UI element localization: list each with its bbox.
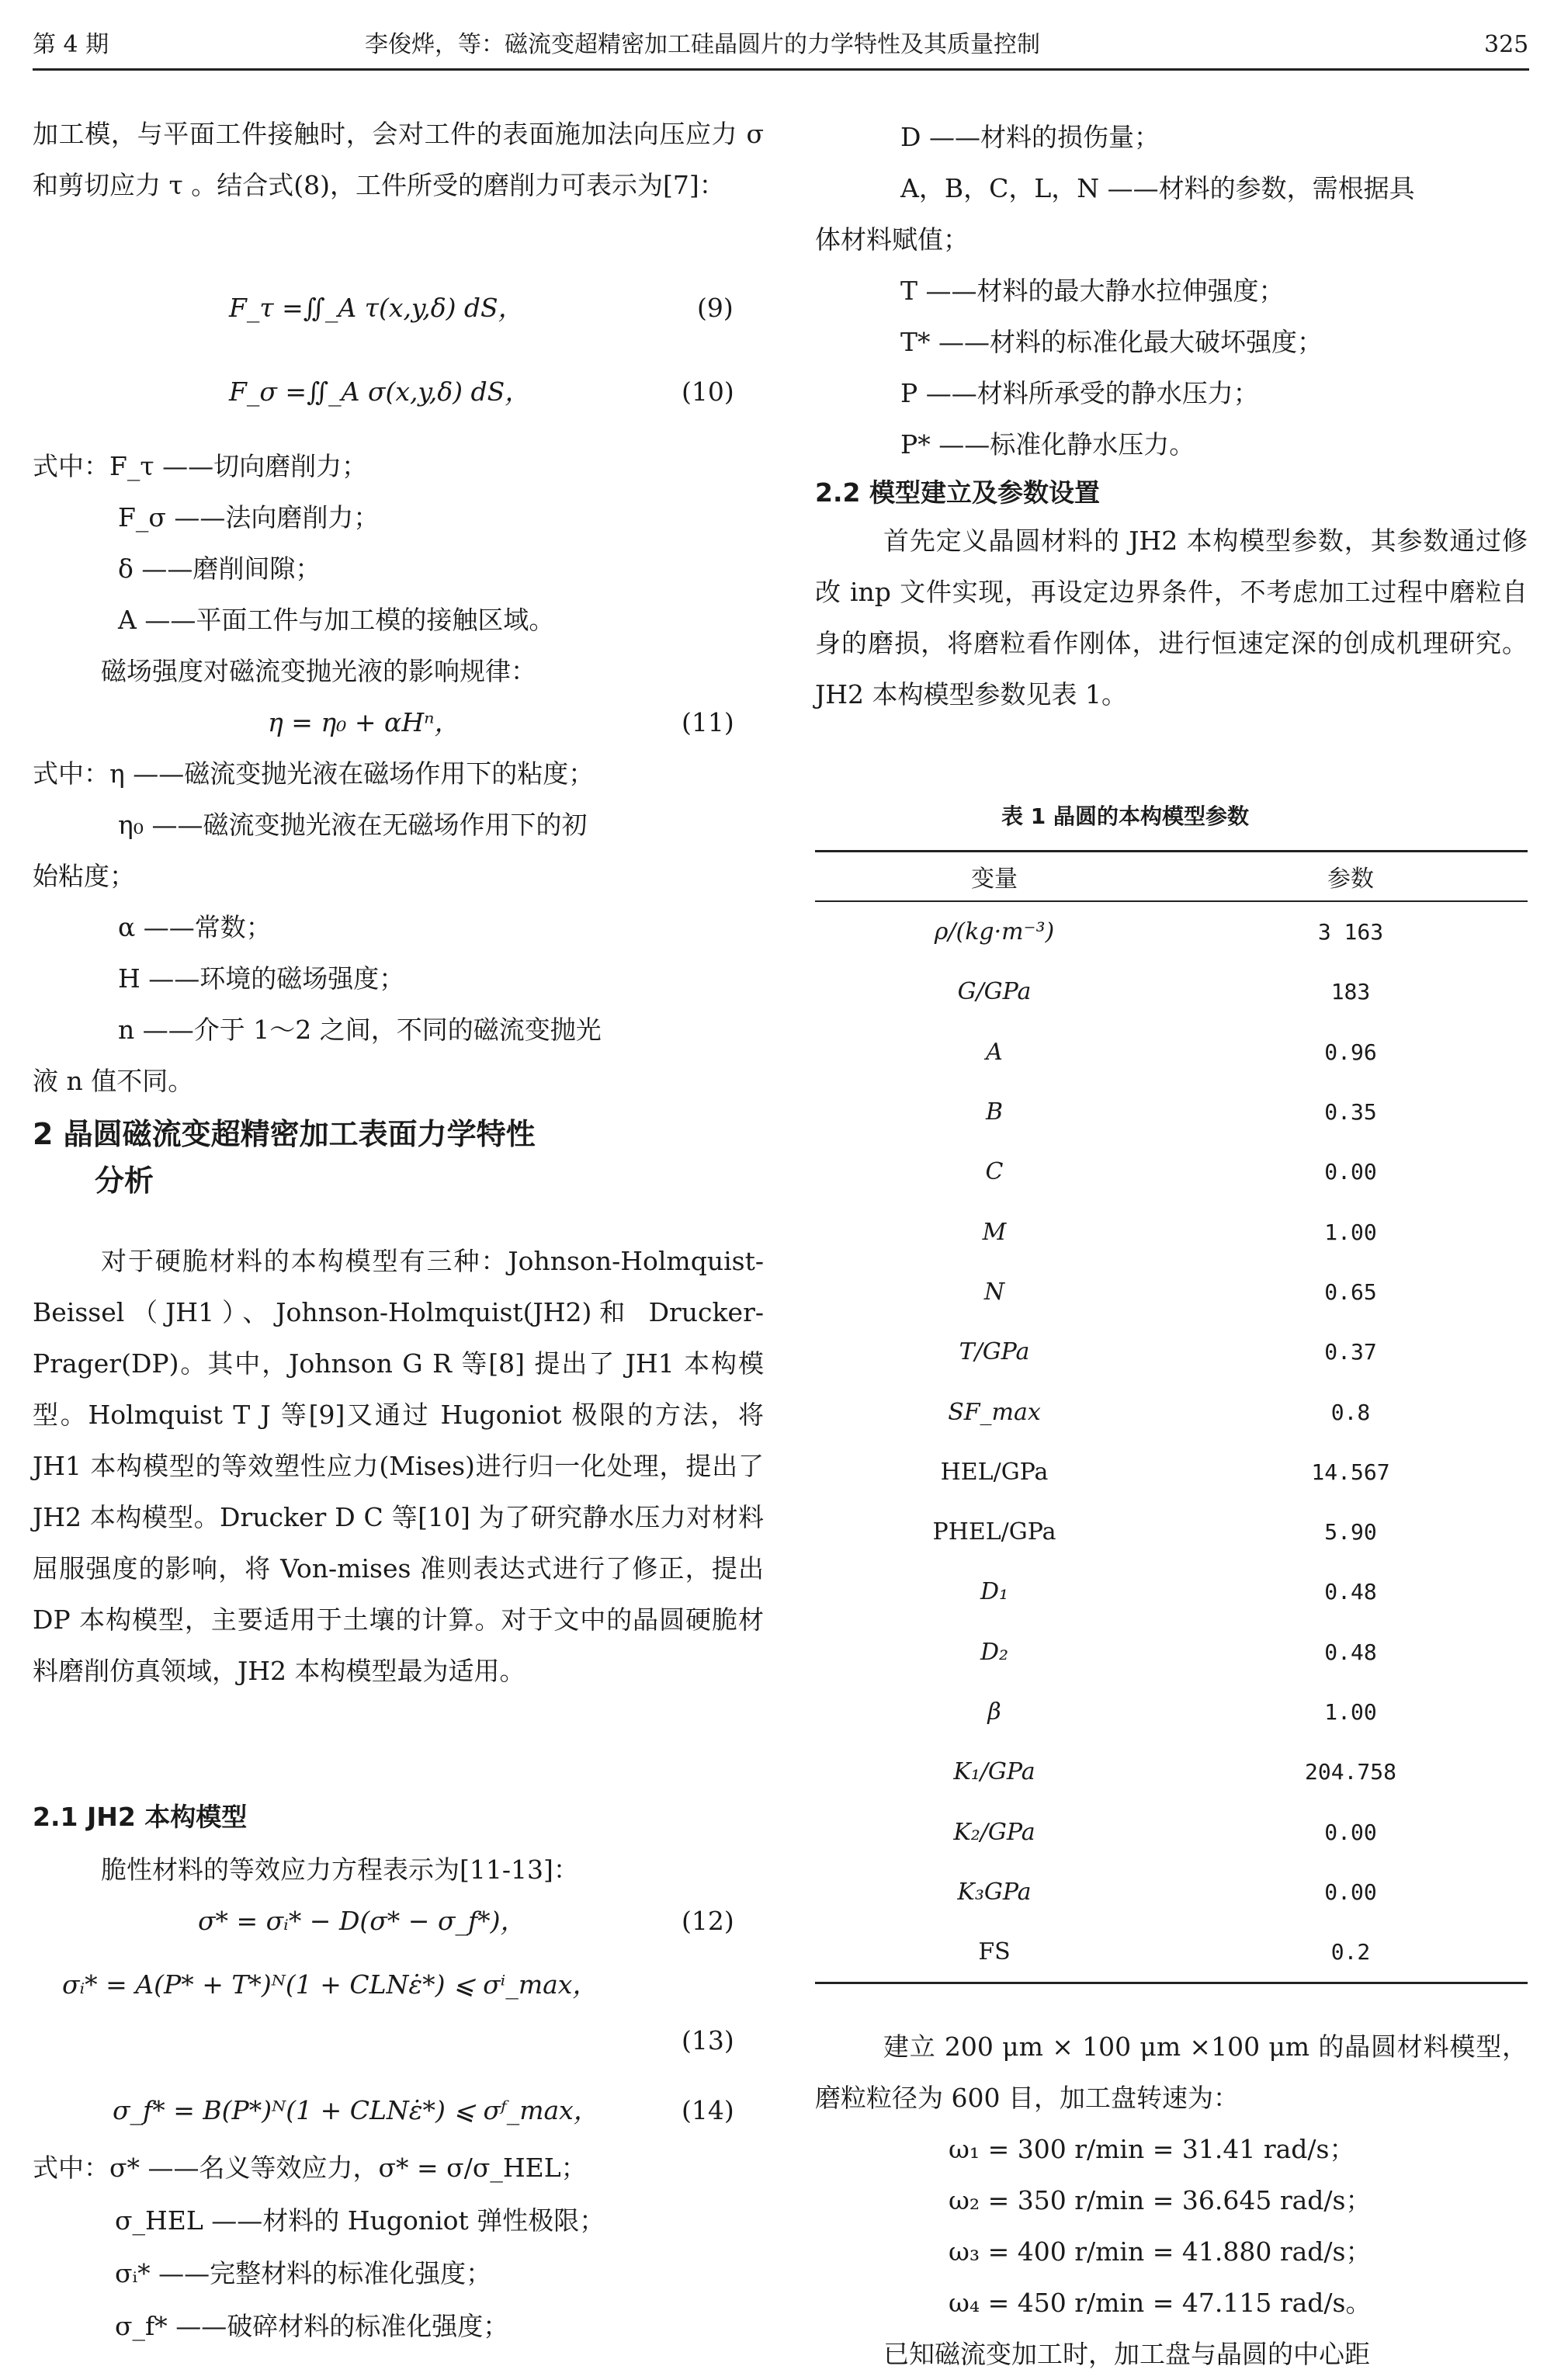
paragraph-stress-equation: 脆性材料的等效应力方程表示为[11-13]： <box>101 1854 579 1885</box>
paragraph-grinding-force-intro: 加工模，与平面工件接触时，会对工件的表面施加法向压应力 σ 和剪切应力 τ 。结合式(8)，工件所受的磨削力可表示为[7]： <box>33 119 764 200</box>
equation-10-number: (10) <box>682 376 734 407</box>
table-row <box>815 1622 1528 1682</box>
table-cell-variable: ρ/(kg·m⁻³) <box>934 918 1055 946</box>
table-cell-value: 204.758 <box>1304 1759 1396 1785</box>
table-row <box>815 1682 1528 1742</box>
table-cell-variable: A <box>986 1038 1003 1066</box>
definition-n-cont: 液 n 值不同。 <box>33 1066 194 1096</box>
table-cell-variable: G/GPa <box>957 978 1032 1006</box>
equation-9-number: (9) <box>697 293 734 323</box>
equation-12: σ* = σᵢ* − D(σ* − σ_f*)， <box>198 1906 526 1936</box>
table-header-value: 参数 <box>1174 852 1528 902</box>
definition-a: A ——平面工件与加工模的接触区域。 <box>118 605 555 635</box>
section-2-1-heading: 2.1 JH2 本构模型 <box>33 1802 248 1832</box>
paragraph-wafer-model: 建立 200 μm × 100 μm ×100 μm 的晶圆材料模型，磨粒粒径为 600 目，加工盘转速为： <box>815 2031 1528 2113</box>
equation-13-number: (13) <box>682 2025 734 2056</box>
definition-p-star: P* ——标准化静水压力。 <box>900 429 1195 460</box>
table-row <box>815 1202 1528 1261</box>
table-cell-variable: SF_max <box>948 1398 1041 1426</box>
definition-h: H ——环境的磁场强度； <box>118 963 405 994</box>
table-cell-value: 1.00 <box>1324 1699 1377 1725</box>
definition-t: T ——材料的最大静水拉伸强度； <box>900 276 1285 306</box>
running-title: 李俊烨，等：磁流变超精密加工硅晶圆片的力学特性及其质量控制 <box>365 31 1040 58</box>
paragraph-center-distance: 已知磁流变加工时，加工盘与晶圆的中心距 <box>883 2339 1370 2369</box>
table-row <box>815 962 1528 1022</box>
table-cell-value: 14.567 <box>1311 1459 1390 1485</box>
definition-eta0-cont: 始粘度； <box>33 861 135 891</box>
paragraph-magnetic-field: 磁场强度对磁流变抛光液的影响规律： <box>101 656 536 686</box>
table-cell-value: 0.37 <box>1324 1339 1377 1365</box>
table-row <box>815 1322 1528 1382</box>
running-header <box>0 0 1554 70</box>
speed-omega-1: ω₁ = 300 r/min = 31.41 rad/s； <box>949 2134 1355 2164</box>
table-row <box>815 1922 1528 1983</box>
table-cell-value: 0.00 <box>1324 1879 1377 1905</box>
equation-12-number: (12) <box>682 1906 734 1936</box>
definition-sigma-f: σ_f* ——破碎材料的标准化强度； <box>115 2311 509 2341</box>
table-cell-value: 0.00 <box>1324 1159 1377 1185</box>
speed-omega-4: ω₄ = 450 r/min = 47.115 rad/s。 <box>949 2288 1372 2318</box>
paragraph-constitutive-models: 对于硬脆材料的本构模型有三种：Johnson-Holmquist-Beissel（JH1）、Johnson-Holmquist(JH2)和 Drucker-Prager(DP)。其中，Johnson G R 等[8] 提出了 JH1 本构模型。Holmquist T J 等[9]又通过 Hugoniot 极限的方法，将 JH1 本构模型的等效塑性应力(Mises)进行归一化处理，提出了 JH2 本构模型。Drucker D C 等[10] 为了研究静水压力对材料屈服强度的影响，将 Von-mises 准则表达式进行了修正，提出 DP 本构模型，主要适用于土壤的计算。对于文中的晶圆硬脆材料磨削仿真领域，JH2 本构模型最为适用。 <box>33 1246 764 1686</box>
speed-omega-3: ω₃ = 400 r/min = 41.880 rad/s； <box>949 2236 1372 2267</box>
table-cell-variable: M <box>982 1218 1007 1246</box>
table-row <box>815 1022 1528 1082</box>
definition-p: P ——材料所承受的静水压力； <box>900 378 1259 408</box>
table-cell-variable: N <box>983 1278 1005 1306</box>
definition-d: D ——材料的损伤量； <box>900 122 1160 152</box>
definition-n: n ——介于 1～2 之间，不同的磁流变抛光 <box>118 1015 602 1045</box>
equation-13: σᵢ* = A(P* + T*)ᴺ(1 + CLNε̇*) ⩽ σⁱ_max， <box>62 1969 598 2000</box>
table-row <box>815 1802 1528 1861</box>
definition-f-tau: 式中：F_τ ——切向磨削力； <box>33 451 368 481</box>
table-row <box>815 1382 1528 1442</box>
table-row <box>815 1442 1528 1502</box>
table-row <box>815 1862 1528 1922</box>
table-cell-variable: HEL/GPa <box>940 1458 1049 1486</box>
table-cell-variable: K₃GPa <box>957 1878 1032 1906</box>
table-cell-value: 0.48 <box>1324 1639 1377 1665</box>
header-rule <box>33 68 1529 71</box>
definition-eta: 式中：η ——磁流变抛光液在磁场作用下的粘度； <box>33 758 595 789</box>
table-cell-variable: D₂ <box>980 1638 1009 1666</box>
equation-14: σ_f* = B(P*)ᴺ(1 + CLNε̇*) ⩽ σᶠ_max， <box>113 2095 599 2125</box>
section-2-heading: 2 晶圆磁流变超精密加工表面力学特性 <box>33 1117 536 1151</box>
table-row <box>815 1142 1528 1202</box>
definition-t-star: T* ——材料的标准化最大破坏强度； <box>900 327 1323 357</box>
table-row <box>815 1502 1528 1562</box>
table-cell-variable: C <box>985 1158 1004 1186</box>
definition-sigma-hel: σ_HEL ——材料的 Hugoniot 弹性极限； <box>115 2205 605 2236</box>
table-cell-value: 0.2 <box>1174 1922 1528 1983</box>
definition-sigma-i: σᵢ* ——完整材料的标准化强度； <box>115 2258 492 2288</box>
equation-9: F_τ =∬_A τ(x,y,δ) dS， <box>229 293 524 323</box>
table-cell-value: 3 163 <box>1317 919 1384 945</box>
equation-11-number: (11) <box>682 707 734 737</box>
table-cell-value: 0.8 <box>1330 1399 1371 1425</box>
equation-10: F_σ =∬_A σ(x,y,δ) dS， <box>229 376 531 407</box>
table-row <box>815 1262 1528 1322</box>
table-row <box>815 901 1528 962</box>
table-cell-value: 0.00 <box>1324 1819 1377 1845</box>
section-2-heading-cont: 分析 <box>95 1164 154 1198</box>
definition-params-cont: 体材料赋值； <box>815 224 969 255</box>
table-cell-value: 0.35 <box>1324 1099 1377 1126</box>
definition-f-sigma: F_σ ——法向磨削力； <box>118 502 380 533</box>
definition-eta0: η₀ ——磁流变抛光液在无磁场作用下的初 <box>118 810 588 840</box>
table-cell-value: 1.00 <box>1324 1219 1377 1245</box>
definition-delta: δ ——磨削间隙； <box>118 553 321 584</box>
table-1-caption: 表 1 晶圆的本构模型参数 <box>1001 803 1249 829</box>
definition-params: A，B，C，L，N ——材料的参数，需根据具 <box>900 173 1415 203</box>
table-cell-value: 183 <box>1330 979 1371 1005</box>
table-cell-variable: D₁ <box>980 1578 1009 1606</box>
table-cell-variable: β <box>987 1698 1001 1726</box>
page-number: 325 <box>1484 31 1529 58</box>
table-cell-variable: PHEL/GPa <box>932 1518 1056 1546</box>
table-1-constitutive-params <box>815 850 1528 1984</box>
definition-sigma-star: 式中：σ* ——名义等效应力，σ* = σ/σ_HEL； <box>33 2153 587 2183</box>
table-cell-value: 0.48 <box>1324 1579 1377 1605</box>
table-cell-variable: B <box>985 1098 1004 1126</box>
table-cell-variable: T/GPa <box>959 1338 1030 1366</box>
equation-14-number: (14) <box>682 2095 734 2125</box>
table-cell-value: 0.96 <box>1324 1039 1377 1065</box>
table-header-variable: 变量 <box>815 852 1174 902</box>
table-cell-value: 5.90 <box>1324 1519 1377 1546</box>
paragraph-model-setup: 首先定义晶圆材料的 JH2 本构模型参数，其参数通过修改 inp 文件实现，再设定边界条件，不考虑加工过程中磨粒自身的磨损，将磨粒看作刚体，进行恒速定深的创成机理研究。JH2 本构模型参数见表 1。 <box>815 526 1528 709</box>
table-cell-variable: K₂/GPa <box>953 1818 1035 1846</box>
table-cell-variable: FS <box>815 1922 1174 1983</box>
table-row <box>815 1562 1528 1622</box>
table-cell-variable: K₁/GPa <box>953 1758 1035 1786</box>
table-header-row <box>815 852 1528 902</box>
speed-omega-2: ω₂ = 350 r/min = 36.645 rad/s； <box>949 2185 1372 2215</box>
table-row <box>815 1742 1528 1802</box>
definition-alpha: α ——常数； <box>118 912 272 942</box>
section-2-2-heading: 2.2 模型建立及参数设置 <box>815 477 1100 508</box>
table-cell-value: 0.65 <box>1324 1278 1377 1305</box>
equation-11: η = η₀ + αHⁿ， <box>268 707 460 737</box>
table-row <box>815 1082 1528 1142</box>
issue-number: 第 4 期 <box>33 31 109 58</box>
